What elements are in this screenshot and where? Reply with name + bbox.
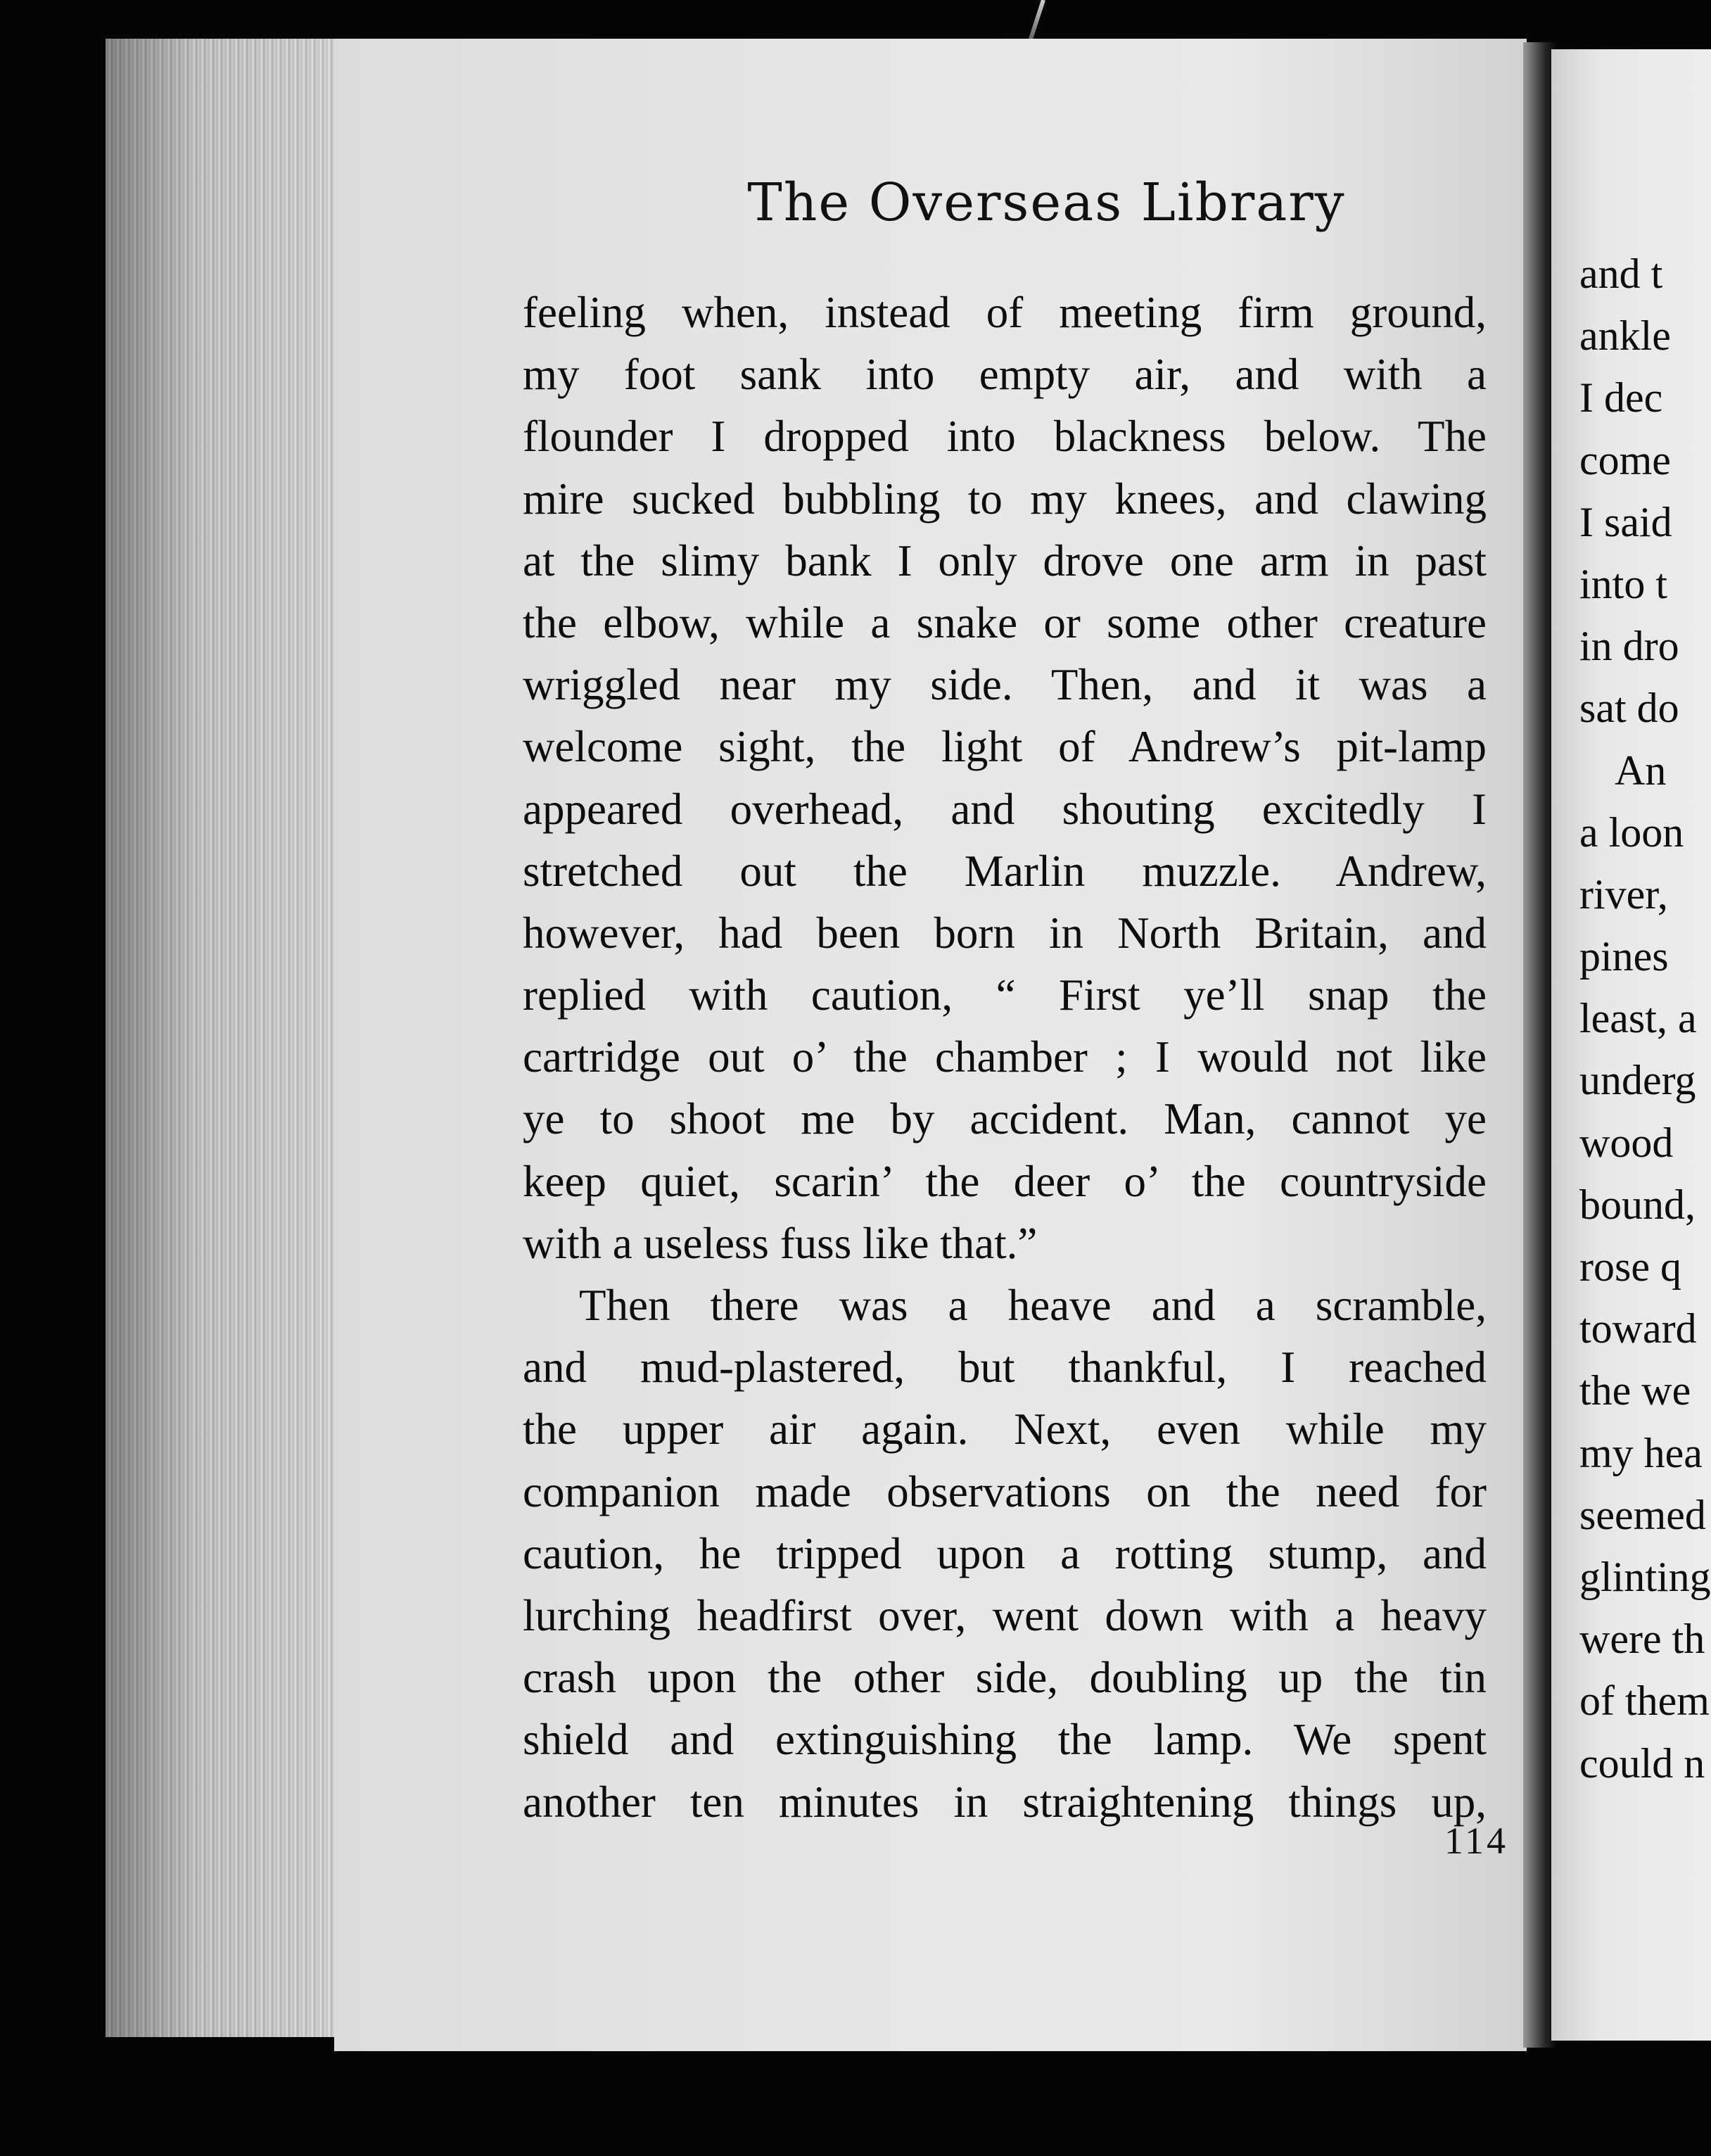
text-line: lurching headfirst over, went down with a heavy [523, 1590, 1487, 1640]
text-line: Then there was a heave and a scramble, [579, 1281, 1487, 1330]
facing-line: my hea [1579, 1429, 1703, 1476]
text-line: wriggled near my side. Then, and it was a [523, 660, 1487, 710]
facing-line: and t [1579, 251, 1663, 297]
facing-line: least, a [1579, 995, 1697, 1042]
facing-line: into t [1579, 560, 1668, 607]
text-line: companion made observations on the need for [523, 1466, 1487, 1516]
facing-line: sat do [1579, 685, 1679, 732]
facing-line: toward [1579, 1305, 1697, 1352]
text-line: however, had been born in North Britain, and [523, 908, 1487, 958]
text-line: another ten minutes in straightening things up, [523, 1777, 1487, 1827]
facing-line: a loon [1579, 808, 1684, 856]
text-line: ye to shoot me by accident. Man, cannot ye [523, 1094, 1487, 1144]
text-line: with a useless fuss like that.” [523, 1218, 1038, 1268]
facing-line: bound, [1579, 1181, 1696, 1228]
facing-line: I said [1579, 498, 1672, 545]
text-line: feeling when, instead of meeting firm ground, [523, 288, 1487, 337]
facing-page-text [1579, 243, 1711, 1794]
facing-line: the we [1579, 1367, 1691, 1414]
facing-line: I dec [1579, 374, 1663, 421]
text-line: the upper air again. Next, even while my [523, 1404, 1487, 1454]
text-line: my foot sank into empty air, and with a [523, 350, 1487, 400]
facing-line: pines [1579, 933, 1669, 980]
facing-line: were th [1579, 1616, 1705, 1663]
body-text [523, 281, 1487, 1833]
right-page [1551, 49, 1711, 2041]
facing-line: seemed [1579, 1491, 1706, 1538]
text-line: mire sucked bubbling to my knees, and clawing [523, 474, 1487, 524]
facing-line: ankle [1579, 312, 1671, 360]
facing-line: wood [1579, 1119, 1674, 1166]
text-line: shield and extinguishing the lamp. We spent [523, 1715, 1487, 1765]
facing-line: of them [1579, 1678, 1710, 1725]
facing-line: river, [1579, 870, 1668, 918]
text-line: the elbow, while a snake or some other creature [523, 597, 1487, 647]
text-line: and mud-plastered, but thankful, I reached [523, 1343, 1487, 1393]
text-line: welcome sight, the light of Andrew’s pit-lamp [523, 722, 1487, 772]
facing-line: glinting [1579, 1553, 1711, 1600]
running-head: The Overseas Library [747, 172, 1346, 233]
text-line: replied with caution, “ First ye’ll snap the [523, 970, 1487, 1020]
facing-line: An [1615, 747, 1667, 794]
text-line: crash upon the other side, doubling up the tin [523, 1653, 1487, 1703]
text-line: caution, he tripped upon a rotting stump, and [523, 1528, 1487, 1578]
text-line: flounder I dropped into blackness below. The [523, 412, 1487, 462]
text-line: stretched out the Marlin muzzle. Andrew, [523, 846, 1487, 896]
page-edges [106, 39, 338, 2037]
facing-line: rose q [1579, 1243, 1681, 1290]
facing-line: come [1579, 436, 1671, 483]
page-number: 114 [1444, 1820, 1508, 1862]
left-page [334, 39, 1527, 2051]
text-line: cartridge out o’ the chamber ; I would not like [523, 1032, 1487, 1082]
text-line: keep quiet, scarin’ the deer o’ the countryside [523, 1156, 1487, 1206]
text-line: at the slimy bank I only drove one arm in past [523, 535, 1487, 585]
facing-line: in dro [1579, 623, 1679, 670]
text-line: appeared overhead, and shouting excitedly I [523, 784, 1487, 834]
facing-line: could n [1579, 1739, 1705, 1787]
facing-line: underg [1579, 1057, 1696, 1104]
